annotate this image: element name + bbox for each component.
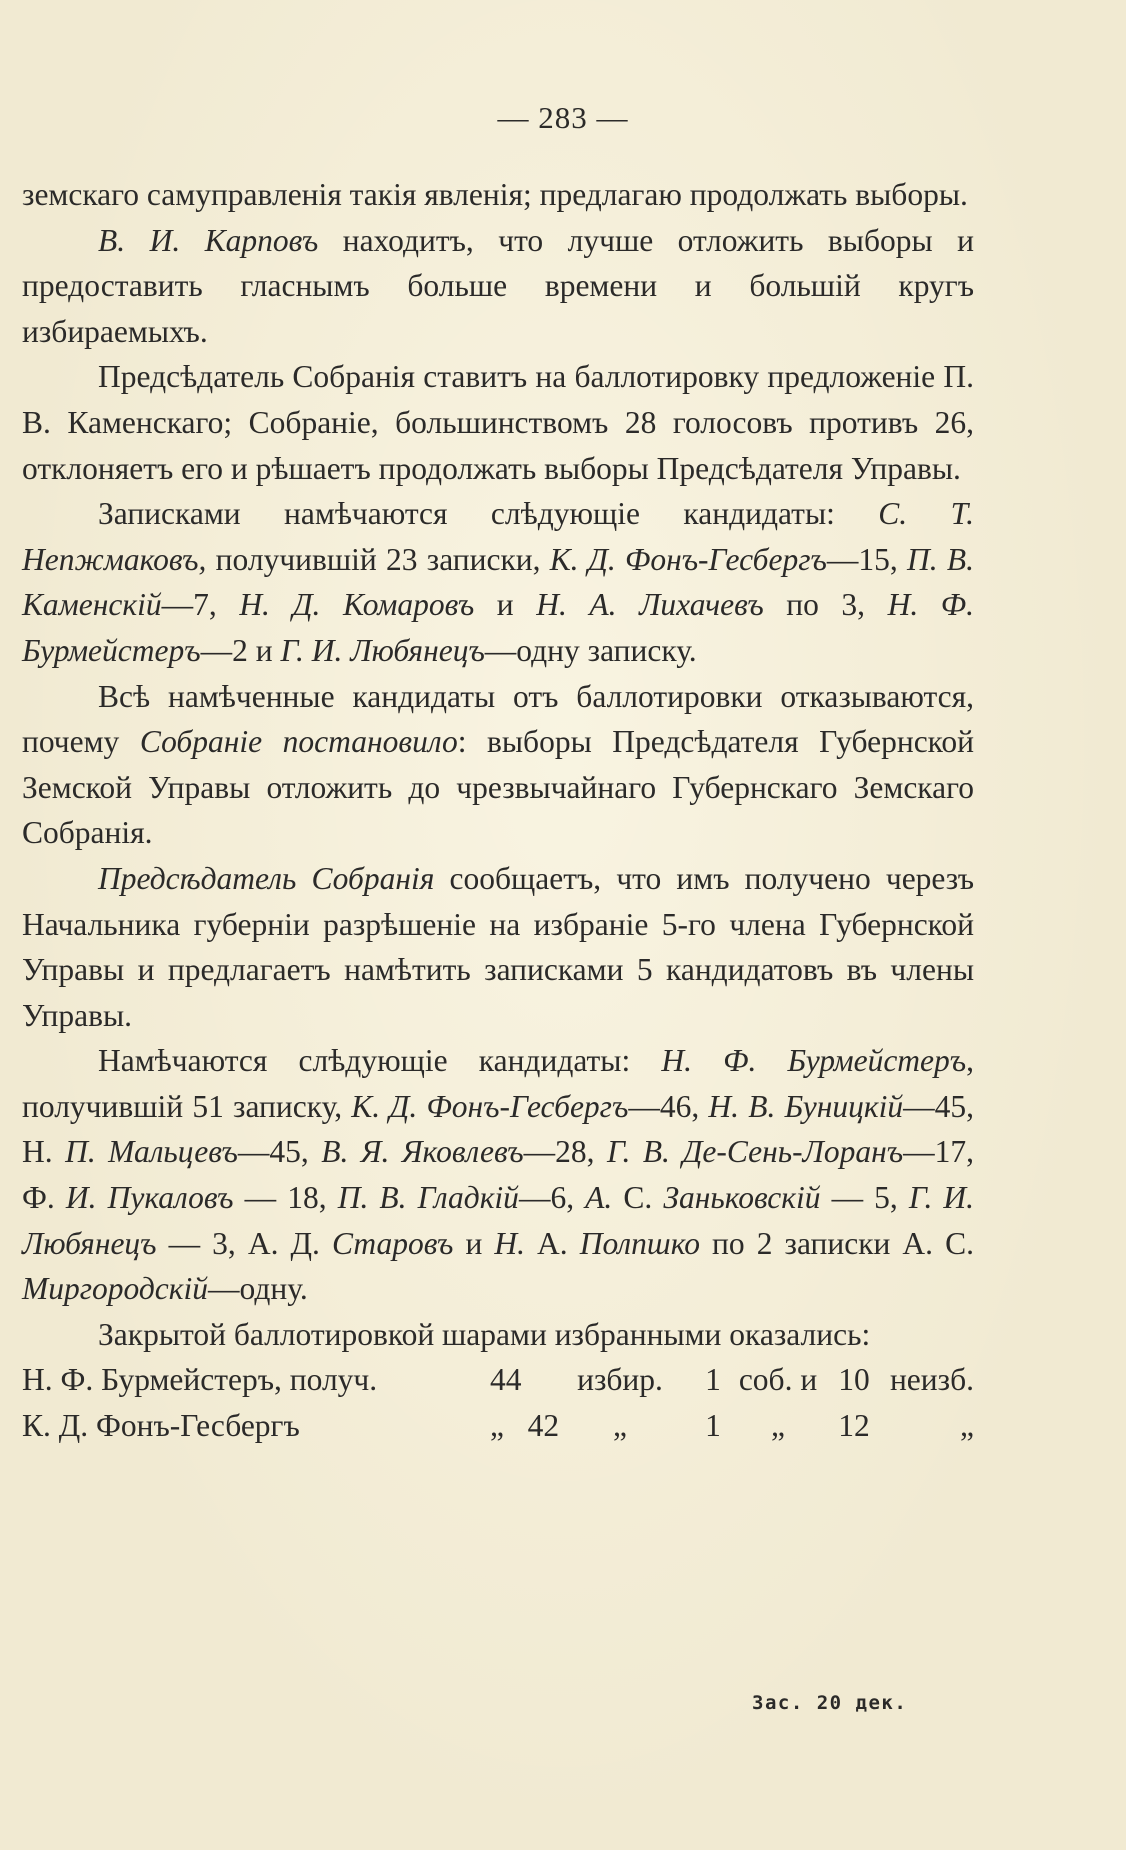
italic-name-run: Н. Ф. Бурмейстеръ: [22, 587, 975, 668]
text-run: находитъ, что лучше отложить выборы и предоставить гласнымъ больше времени и большій кругъ избираемыхъ.: [22, 222, 974, 349]
votes-for-label: избир.: [577, 1362, 663, 1398]
text-run: Предсѣдатель Собранія ставитъ на баллотировку предложеніе П. В. Каменскаго; Собраніе, большинствомъ 28 голосовъ противъ 26, отклоняетъ его и рѣшаетъ продолжать выборы Предсѣдателя Управы.: [22, 359, 974, 486]
italic-name-run: К. Д. Фонъ-Гесбергъ: [351, 1088, 629, 1124]
paragraph: [22, 1038, 974, 1312]
text-run: — 5,: [820, 1180, 909, 1216]
votes-for: 44: [490, 1362, 522, 1398]
text-run: —45,: [237, 1134, 322, 1170]
paragraph: [22, 1312, 974, 1358]
text-run: земскаго самуправленія такія явленія; предлагаю продолжать выборы.: [22, 177, 968, 212]
abstain-label: соб. и: [738, 1362, 818, 1398]
ballot-row: [22, 1357, 974, 1403]
italic-name-run: Н. Ф. Бурмейстеръ: [661, 1043, 967, 1079]
text-run: — 3, А. Д.: [156, 1225, 332, 1261]
votes-against-label: „: [960, 1408, 974, 1444]
text-run: по 3,: [763, 587, 888, 623]
italic-name-run: Полпшко: [579, 1225, 700, 1261]
page-number: — 283 —: [497, 100, 629, 135]
italic-name-run: Миргородскій: [22, 1271, 209, 1307]
text-run: Записками намѣчаются слѣдующіе кандидаты:: [98, 496, 879, 532]
italic-name-run: С. Т. Непжмаковъ,: [22, 496, 974, 577]
italic-name-run: Н. Д. Комаровъ: [239, 587, 475, 623]
votes-against-label: неизб.: [889, 1362, 974, 1398]
ballot-row: [22, 1403, 974, 1449]
paragraph: [22, 172, 974, 218]
italic-name-run: П. В. Каменскій: [22, 541, 974, 623]
candidate-name: К. Д. Фонъ-Гесбергъ: [22, 1408, 300, 1444]
paragraph: [22, 491, 974, 673]
text-run: —2 и: [200, 632, 281, 668]
body-text: [22, 172, 974, 1449]
text-run: , получившій 51 записку,: [22, 1043, 975, 1124]
paragraph: [22, 354, 974, 491]
text-run: — 18,: [233, 1180, 338, 1216]
italic-name-run: Г. В. Де-Сень-Лоранъ: [606, 1134, 904, 1170]
votes-against: 10: [838, 1362, 870, 1398]
italic-name-run: П. Мальцевъ: [65, 1134, 238, 1170]
text-run: получившій 23 записки,: [206, 541, 550, 577]
paragraph: [22, 218, 974, 355]
text-run: Всѣ намѣченные кандидаты отъ баллотировки отказываются, почему: [22, 678, 974, 760]
text-run: —17, Ф.: [22, 1134, 974, 1216]
signature-mark: Зас. 20 дек.: [752, 1692, 908, 1714]
text-run: сообщаетъ, что имъ получено черезъ Начальника губерніи разрѣшеніе на избраніе 5-го члена Губернской Управы и предлагаетъ намѣтить записками 5 кандидатовъ въ члены Управы.: [22, 860, 974, 1033]
text-run: —45, Н.: [22, 1088, 975, 1170]
abstain-count: 1: [705, 1362, 721, 1398]
abstain-count: 1: [705, 1408, 721, 1444]
votes-for-label: „: [613, 1408, 627, 1444]
text-run: —6,: [518, 1180, 586, 1216]
italic-name-run: Старовъ: [331, 1225, 454, 1261]
text-run: Закрытой баллотировкой шарами избранными оказались:: [98, 1316, 871, 1352]
italic-name-run: Н.: [494, 1225, 525, 1261]
text-run: : выборы Предсѣдателя Губернской Земской Управы отложить до чрезвычайнаго Губернскаго Земскаго Собранія.: [22, 724, 974, 851]
italic-name-run: Собраніе постановило: [139, 724, 458, 760]
text-run: и: [453, 1225, 495, 1261]
italic-name-run: Н. А. Лихачевъ: [536, 587, 764, 623]
text-run: и: [474, 587, 537, 623]
text-run: —15,: [826, 541, 907, 577]
text-run: —7,: [161, 587, 240, 623]
italic-name-run: А.: [585, 1180, 613, 1216]
text-run: —одну.: [208, 1271, 308, 1307]
votes-against: 12: [838, 1408, 870, 1444]
italic-name-run: П. В. Гладкій: [337, 1180, 519, 1216]
candidate-name: Н. Ф. Бурмейстеръ, получ.: [22, 1362, 378, 1398]
italic-name-run: И. Пукаловъ: [65, 1180, 234, 1216]
text-run: С.: [612, 1180, 664, 1216]
italic-name-run: В. И. Карповъ: [98, 222, 319, 258]
text-run: —28,: [523, 1134, 607, 1170]
text-run: Намѣчаются слѣдующіе кандидаты:: [98, 1043, 662, 1079]
italic-name-run: Г. И. Любянецъ: [22, 1180, 975, 1261]
text-run: —46,: [628, 1088, 709, 1124]
italic-name-run: Н. В. Буницкій: [708, 1088, 904, 1124]
paragraphs-container: [22, 172, 974, 1357]
italic-name-run: К. Д. Фонъ-Гесбергъ: [549, 541, 827, 577]
text-run: —одну записку.: [484, 632, 697, 668]
votes-for: „ 42: [490, 1408, 560, 1444]
italic-name-run: Г. И. Любянецъ: [280, 632, 485, 668]
ballot-results-table: [22, 1357, 974, 1448]
abstain-label: „: [771, 1408, 785, 1444]
text-run: по 2 записки А. С.: [699, 1225, 974, 1261]
italic-name-run: Заньковскій: [663, 1180, 821, 1216]
paragraph: [22, 674, 974, 856]
text-run: А.: [524, 1225, 580, 1261]
paragraph: [22, 856, 974, 1038]
italic-name-run: Предсѣдатель Собранія: [98, 860, 435, 896]
italic-name-run: В. Я. Яковлевъ: [321, 1134, 524, 1170]
